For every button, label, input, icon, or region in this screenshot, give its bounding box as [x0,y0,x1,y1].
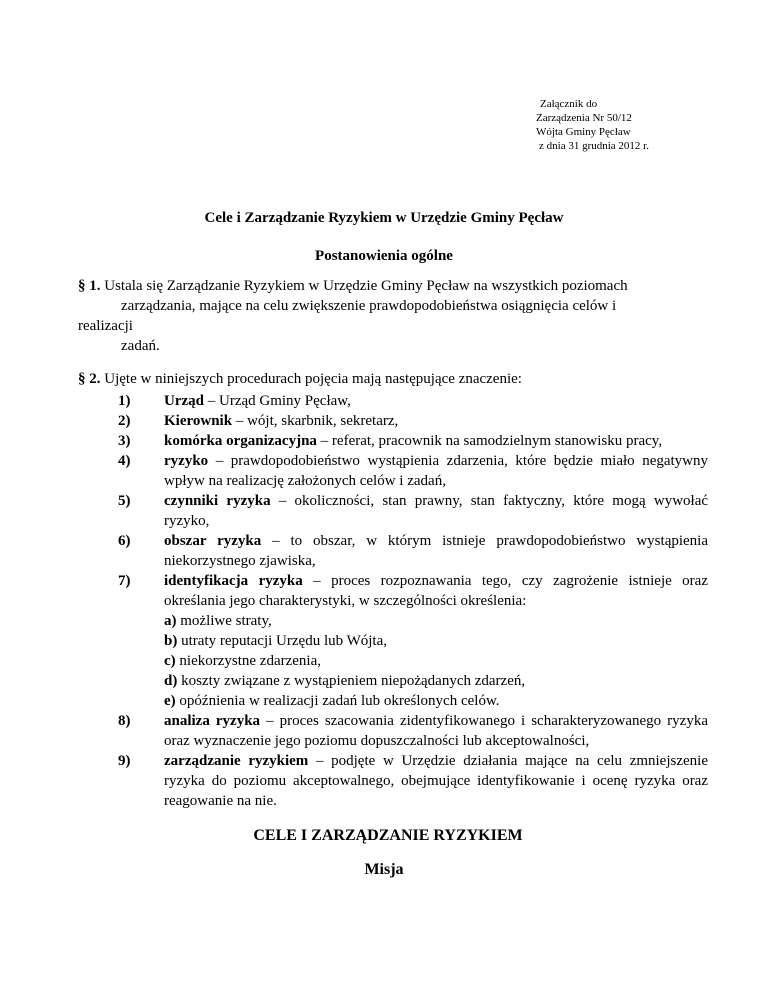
definition-text: – podjęte w Urzędzie działania mające na celu zmniejszenie ryzyka do poziomu akceptowalnego, obejmujące identyfikowanie i ocenę ryzyka oraz reagowanie na nie. [164,753,708,809]
definition-item [118,391,708,411]
definition-number: 5) [118,493,131,509]
definition-number: 1) [118,393,131,409]
sub-item-letter: c) [164,653,176,669]
section-2-label: § 2. [78,371,101,387]
definition-text: – referat, pracownik na samodzielnym stanowisku pracy, [320,433,663,449]
definition-number: 4) [118,453,131,469]
definition-text: – proces rozpoznawania tego, czy zagrożenie istnieje oraz określania jego charakterystyki, w szczególności określenia: [164,573,708,609]
definition-item [118,531,708,571]
definition-term: ryzyko [164,453,209,469]
definition-term: obszar ryzyka [164,533,262,549]
definition-item [118,571,708,711]
sub-item-letter: b) [164,633,178,649]
sub-item-letter: e) [164,693,176,709]
section-heading-general: Postanowienia ogólne [315,248,453,264]
sub-item-text: opóźnienia w realizacji zadań lub określonych celów. [179,693,500,709]
attachment-line: Zarządzenia Nr 50/12 [536,112,632,124]
section-1-text: Ustala się Zarządzanie Ryzykiem w Urzędzie Gminy Pęcław na wszystkich poziomach [104,278,628,294]
definition-text: – okoliczności, stan prawny, stan faktyczny, które mogą wywołać ryzyko, [164,493,709,529]
section-2-intro [78,371,522,388]
sub-item-text: możliwe straty, [180,613,272,629]
definition-number: 6) [118,533,131,549]
attachment-line: Wójta Gminy Pęcław [536,126,631,138]
definition-text: – to obszar, w którym istnieje prawdopodobieństwo wystąpienia niekorzystnego zjawiska, [164,533,708,569]
section-2-text: Ujęte w niniejszych procedurach pojęcia mają następujące znaczenie: [104,371,522,387]
attachment-note [536,97,649,153]
section-1-text: zadań. [121,338,160,354]
section-1-label: § 1. [78,278,101,294]
definition-item [118,711,708,751]
definition-text: – prawdopodobieństwo wystąpienia zdarzenia, które będzie miało negatywny wpływ na realizację założonych celów i zadań, [164,453,709,489]
definition-text: – Urząd Gminy Pęcław, [207,393,351,409]
document-title: Cele i Zarządzanie Ryzykiem w Urzędzie Gminy Pęcław [204,210,564,226]
section-1 [78,276,628,356]
definition-item [118,431,708,451]
definition-number: 9) [118,753,131,769]
definition-text: – proces szacowania zidentyfikowanego i scharakteryzowanego ryzyka oraz wyznaczenie jego poziomu dopuszczalności lub akceptowalności, [164,713,708,749]
definition-text: – wójt, skarbnik, sekretarz, [235,413,399,429]
sub-item-letter: a) [164,613,177,629]
section-heading-goals: CELE I ZARZĄDZANIE RYZYKIEM [253,827,523,844]
sub-item [164,631,708,651]
definition-term: Kierownik [164,413,233,429]
section-heading-mission: Misja [364,861,404,878]
definition-term: zarządzanie ryzykiem [164,753,309,769]
definition-term: analiza ryzyka [164,713,261,729]
sub-item-text: koszty związane z wystąpieniem niepożądanych zdarzeń, [181,673,526,689]
sub-item [164,671,708,691]
definition-item [118,451,708,491]
definition-number: 7) [118,573,131,589]
section-1-text: realizacji [78,318,133,334]
definition-term: Urząd [164,393,204,409]
definition-number: 8) [118,713,131,729]
definition-item [118,751,708,811]
sub-item-text: niekorzystne zdarzenia, [179,653,321,669]
attachment-line: z dnia 31 grudnia 2012 r. [539,140,649,152]
sub-item [164,611,708,631]
section-1-text: zarządzania, mające na celu zwiększenie prawdopodobieństwa osiągnięcia celów i [121,298,617,314]
definition-item [118,411,708,431]
definition-number: 3) [118,433,131,449]
definition-term: komórka organizacyjna [164,433,317,449]
sub-item [164,691,708,711]
sub-item-text: utraty reputacji Urzędu lub Wójta, [181,633,387,649]
definitions-list [118,391,708,811]
definition-number: 2) [118,413,131,429]
definition-term: czynniki ryzyka [164,493,271,509]
definition-term: identyfikacja ryzyka [164,573,303,589]
sub-item [164,651,708,671]
attachment-line: Załącznik do [540,98,598,110]
definition-item [118,491,708,531]
sub-item-letter: d) [164,673,178,689]
